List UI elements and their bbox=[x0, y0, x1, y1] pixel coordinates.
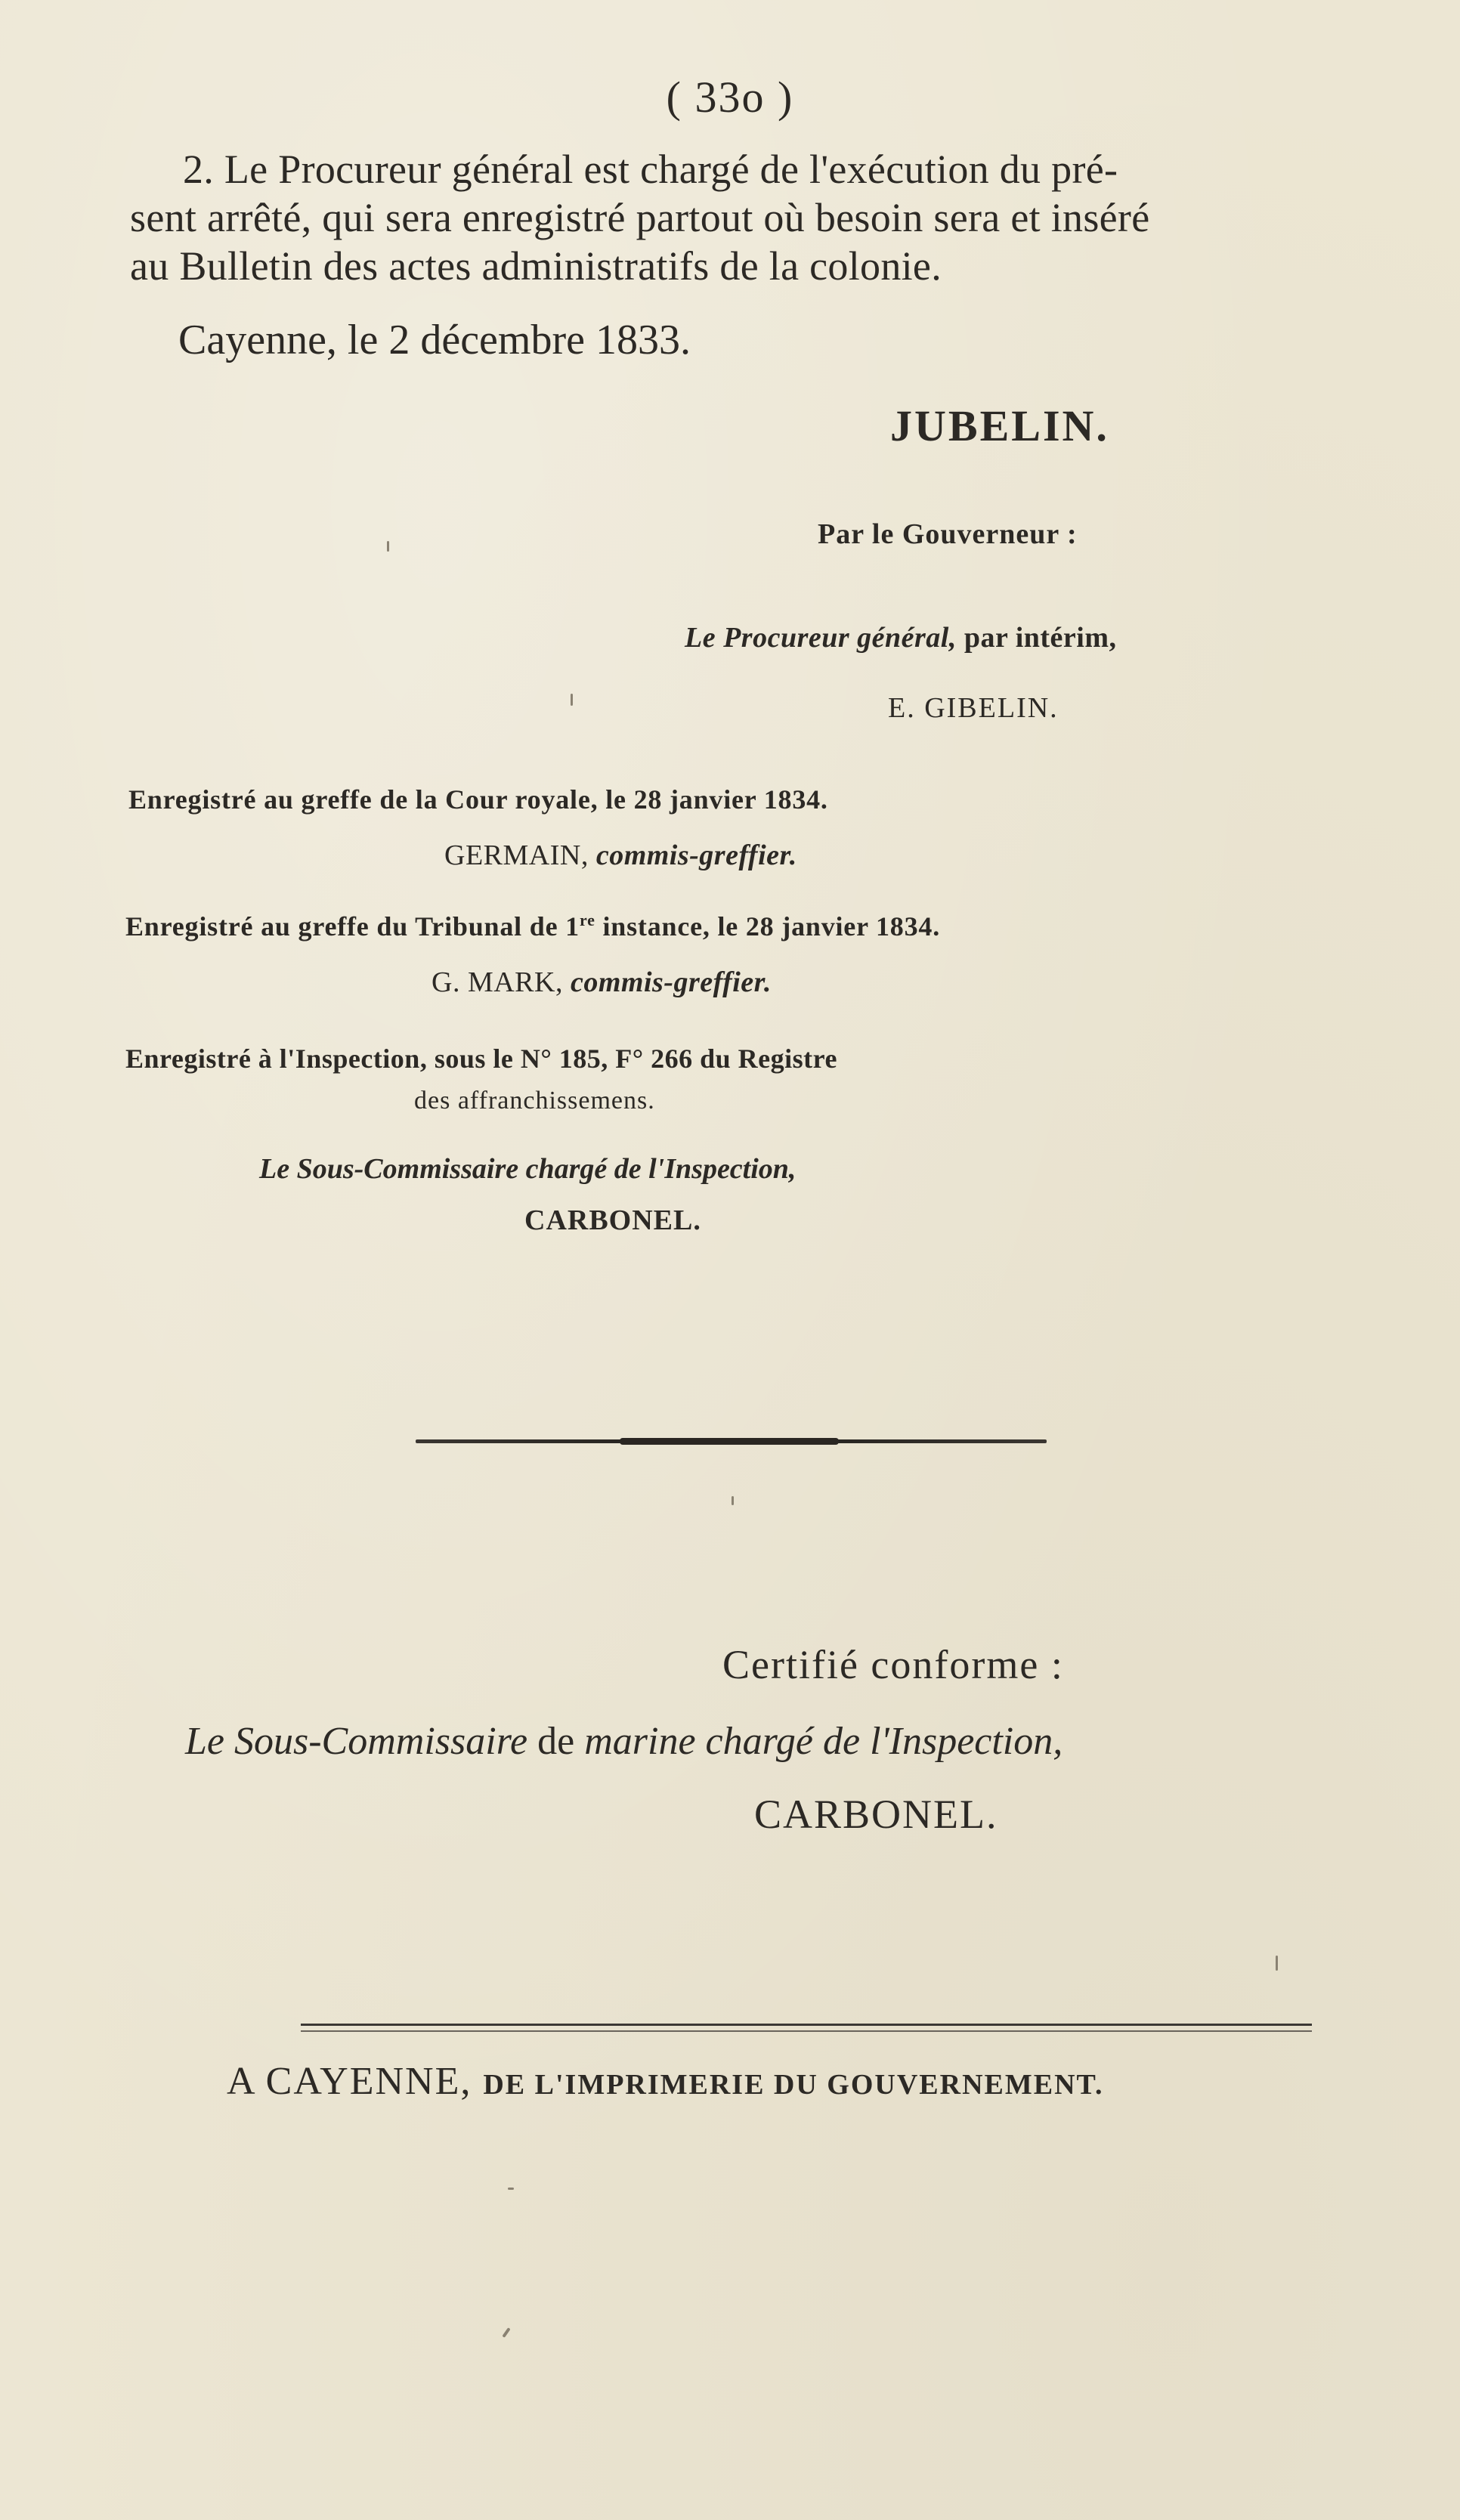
registration-3-signer-name: CARBONEL. bbox=[524, 1204, 701, 1236]
paper-speck bbox=[387, 541, 389, 552]
par-le-gouverneur: Par le Gouverneur : bbox=[818, 518, 1078, 550]
registration-3-text-continued: des affranchissemens. bbox=[414, 1087, 655, 1115]
certification-title-part-2: de bbox=[527, 1720, 585, 1763]
certification-title-part-3: marine chargé de l'Inspection, bbox=[584, 1720, 1063, 1763]
registration-1-text: Enregistré au greffe de la Cour royale, le 28 janvier 1834. bbox=[128, 784, 828, 815]
registration-2-text bbox=[125, 911, 940, 942]
certification-title-part-1: Le Sous-Commissaire bbox=[185, 1720, 528, 1763]
registration-2-superscript: re bbox=[579, 911, 595, 929]
article-line-1: 2. Le Procureur général est chargé de l'exécution du pré- bbox=[183, 147, 1118, 192]
footer-rule-thin bbox=[301, 2030, 1312, 2032]
registration-1-signer-name: GERMAIN, bbox=[444, 839, 589, 871]
procureur-name: E. GIBELIN. bbox=[888, 692, 1059, 724]
paper-speck bbox=[571, 694, 573, 706]
imprint-city: A CAYENNE, bbox=[227, 2060, 484, 2103]
paper-speck bbox=[1276, 1956, 1278, 1971]
certification-heading: Certifié conforme : bbox=[722, 1642, 1064, 1687]
paper-speck bbox=[508, 2188, 514, 2190]
paper-speck bbox=[502, 2327, 510, 2338]
registration-2-signer-name: G. MARK, bbox=[432, 966, 563, 998]
procureur-line bbox=[685, 621, 1116, 654]
certification-signer-title bbox=[185, 1719, 1063, 1764]
registration-2-signer-title: commis-greffier. bbox=[562, 966, 772, 998]
article-line-3: au Bulletin des actes administratifs de la colonie. bbox=[130, 243, 942, 289]
registration-2-text-after: instance, le 28 janvier 1834. bbox=[595, 911, 941, 942]
imprint-printer: DE L'IMPRIMERIE DU GOUVERNEMENT. bbox=[483, 2069, 1104, 2101]
footer-rule bbox=[301, 2024, 1312, 2026]
registration-3-signer-title: Le Sous-Commissaire chargé de l'Inspection, bbox=[259, 1153, 797, 1185]
registration-1-signature bbox=[444, 839, 797, 872]
article-line-2: sent arrêté, qui sera enregistré partout où besoin sera et inséré bbox=[130, 195, 1150, 240]
registration-2-text-before: Enregistré au greffe du Tribunal de 1 bbox=[125, 911, 580, 942]
paper-speck bbox=[732, 1496, 734, 1505]
registration-1-signer-title: commis-greffier. bbox=[588, 839, 797, 871]
section-divider-thick bbox=[620, 1438, 839, 1445]
governor-signature: JUBELIN. bbox=[890, 401, 1109, 450]
registration-2-signature bbox=[432, 966, 772, 999]
procureur-title: Le Procureur général, bbox=[685, 622, 957, 654]
page-number: ( 33o ) bbox=[666, 73, 794, 122]
printer-imprint bbox=[227, 2059, 1104, 2104]
certification-name: CARBONEL. bbox=[754, 1792, 998, 1837]
date-line: Cayenne, le 2 décembre 1833. bbox=[178, 317, 691, 363]
registration-3-text: Enregistré à l'Inspection, sous le N° 185, F° 266 du Registre bbox=[125, 1044, 837, 1074]
procureur-suffix: par intérim, bbox=[956, 622, 1117, 654]
